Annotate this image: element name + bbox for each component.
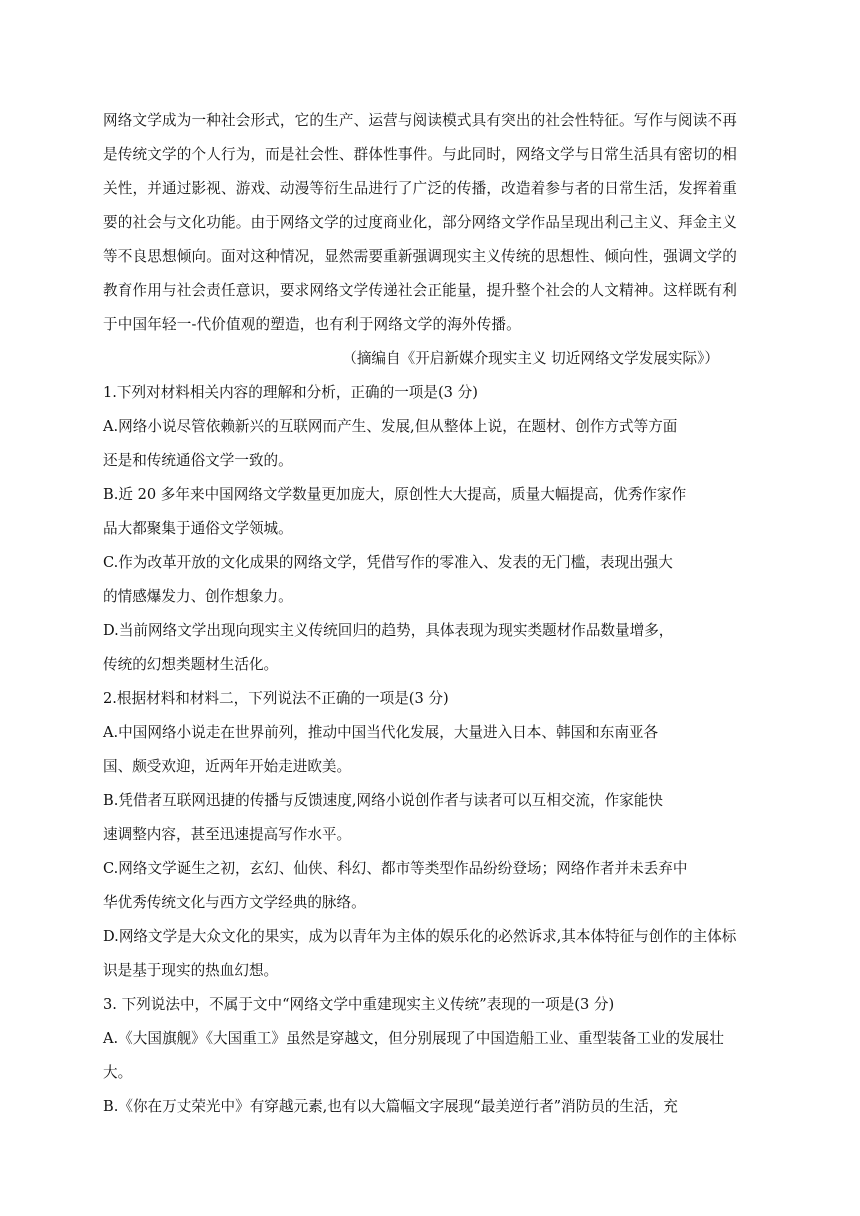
option-b-line-1: B.凭借者互联网迅捷的传播与反馈速度,网络小说创作者与读者可以互相交流，作家能快 bbox=[103, 792, 663, 809]
option-d-line-2: 传统的幻想类题材生活化。 bbox=[103, 656, 279, 673]
question-stem: 1.下列对材料相关内容的理解和分析，正确的一项是(3 分) bbox=[103, 384, 478, 401]
option-a-line-1: A.《大国旗舰》《大国重工》虽然是穿越文，但分别展现了中国造船工业、重型装备工业的发展壮 bbox=[103, 1030, 724, 1047]
option-a-line-1: A.网络小说尽管依赖新兴的互联网而产生、发展,但从整体上说，在题材、创作方式等方面 bbox=[103, 418, 678, 435]
passage-line: 是传统文学的个人行为，而是社会性、群体性事件。与此同时，网络文学与日常生活具有密切的相 bbox=[103, 146, 737, 163]
question-stem: 3. 下列说法中，不属于文中“网络文学中重建现实主义传统”表现的一项是(3 分) bbox=[103, 996, 615, 1013]
option-b-line-1: B.《你在万丈荣光中》有穿越元素,也有以大篇幅文字展现“最美逆行者”消防员的生活，充 bbox=[103, 1098, 678, 1115]
passage-line: 等不良思想倾向。面对这种情况，显然需要重新强调现实主义传统的思想性、倾向性，强调文学的 bbox=[103, 248, 737, 265]
option-d-line-2: 识是基于现实的热血幻想。 bbox=[103, 962, 279, 979]
option-d-line-1: D.当前网络文学出现向现实主义传统回归的趋势，具体表现为现实类题材作品数量增多， bbox=[103, 622, 674, 639]
passage-line: 教育作用与社会责任意识，要求网络文学传递社会正能量，提升整个社会的人文精神。这样既有利 bbox=[103, 282, 737, 299]
question-1 bbox=[103, 376, 763, 682]
option-a-line-2: 国、颇受欢迎，近两年开始走进欧美。 bbox=[103, 758, 352, 775]
question-stem: 2.根据材料和材料二，下列说法不正确的一项是(3 分) bbox=[103, 690, 449, 707]
option-d-line-1: D.网络文学是大众文化的果实，成为以青年为主体的娱乐化的必然诉求,其本体特征与创作的主体标 bbox=[103, 928, 737, 945]
passage-source: （摘编自《开启新媒介现实主义 切近网络文学发展实际》） bbox=[342, 350, 719, 367]
option-c-line-1: C.作为改革开放的文化成果的网络文学，凭借写作的零准入、发表的无门槛，表现出强大 bbox=[103, 554, 673, 571]
option-a-line-2: 还是和传统通俗文学一致的。 bbox=[103, 452, 293, 469]
option-c-line-1: C.网络文学诞生之初，玄幻、仙侠、科幻、都市等类型作品纷纷登场；网络作者并未丢弃中 bbox=[103, 860, 688, 877]
option-b-line-2: 速调整内容，甚至迅速提高写作水平。 bbox=[103, 826, 352, 843]
question-3 bbox=[103, 988, 763, 1124]
passage-line: 网络文学成为一种社会形式，它的生产、运营与阅读模式具有突出的社会性特征。写作与阅读不再 bbox=[103, 112, 737, 129]
passage-line: 关性，并通过影视、游戏、动漫等衍生品进行了广泛的传播，改造着参与者的日常生活，发挥着重 bbox=[103, 180, 737, 197]
option-b-line-1: B.近 20 多年来中国网络文学数量更加庞大，原创性大大提高，质量大幅提高，优秀作家作 bbox=[103, 486, 687, 503]
option-c-line-2: 的情感爆发力、创作想象力。 bbox=[103, 588, 293, 605]
passage bbox=[103, 104, 763, 376]
option-c-line-2: 华优秀传统文化与西方文学经典的脉络。 bbox=[103, 894, 366, 911]
question-2 bbox=[103, 682, 763, 988]
document-page bbox=[103, 104, 763, 1124]
option-a-line-2: 大。 bbox=[103, 1064, 133, 1081]
passage-line: 要的社会与文化功能。由于网络文学的过度商业化，部分网络文学作品呈现出利己主义、拜金主义 bbox=[103, 214, 737, 231]
option-b-line-2: 品大都聚集于通俗文学领城。 bbox=[103, 520, 293, 537]
option-a-line-1: A.中国网络小说走在世界前列，推动中国当代化发展，大量进入日本、韩国和东南亚各 bbox=[103, 724, 659, 741]
passage-line: 于中国年轻一-代价值观的塑造，也有利于网络文学的海外传播。 bbox=[103, 316, 521, 333]
